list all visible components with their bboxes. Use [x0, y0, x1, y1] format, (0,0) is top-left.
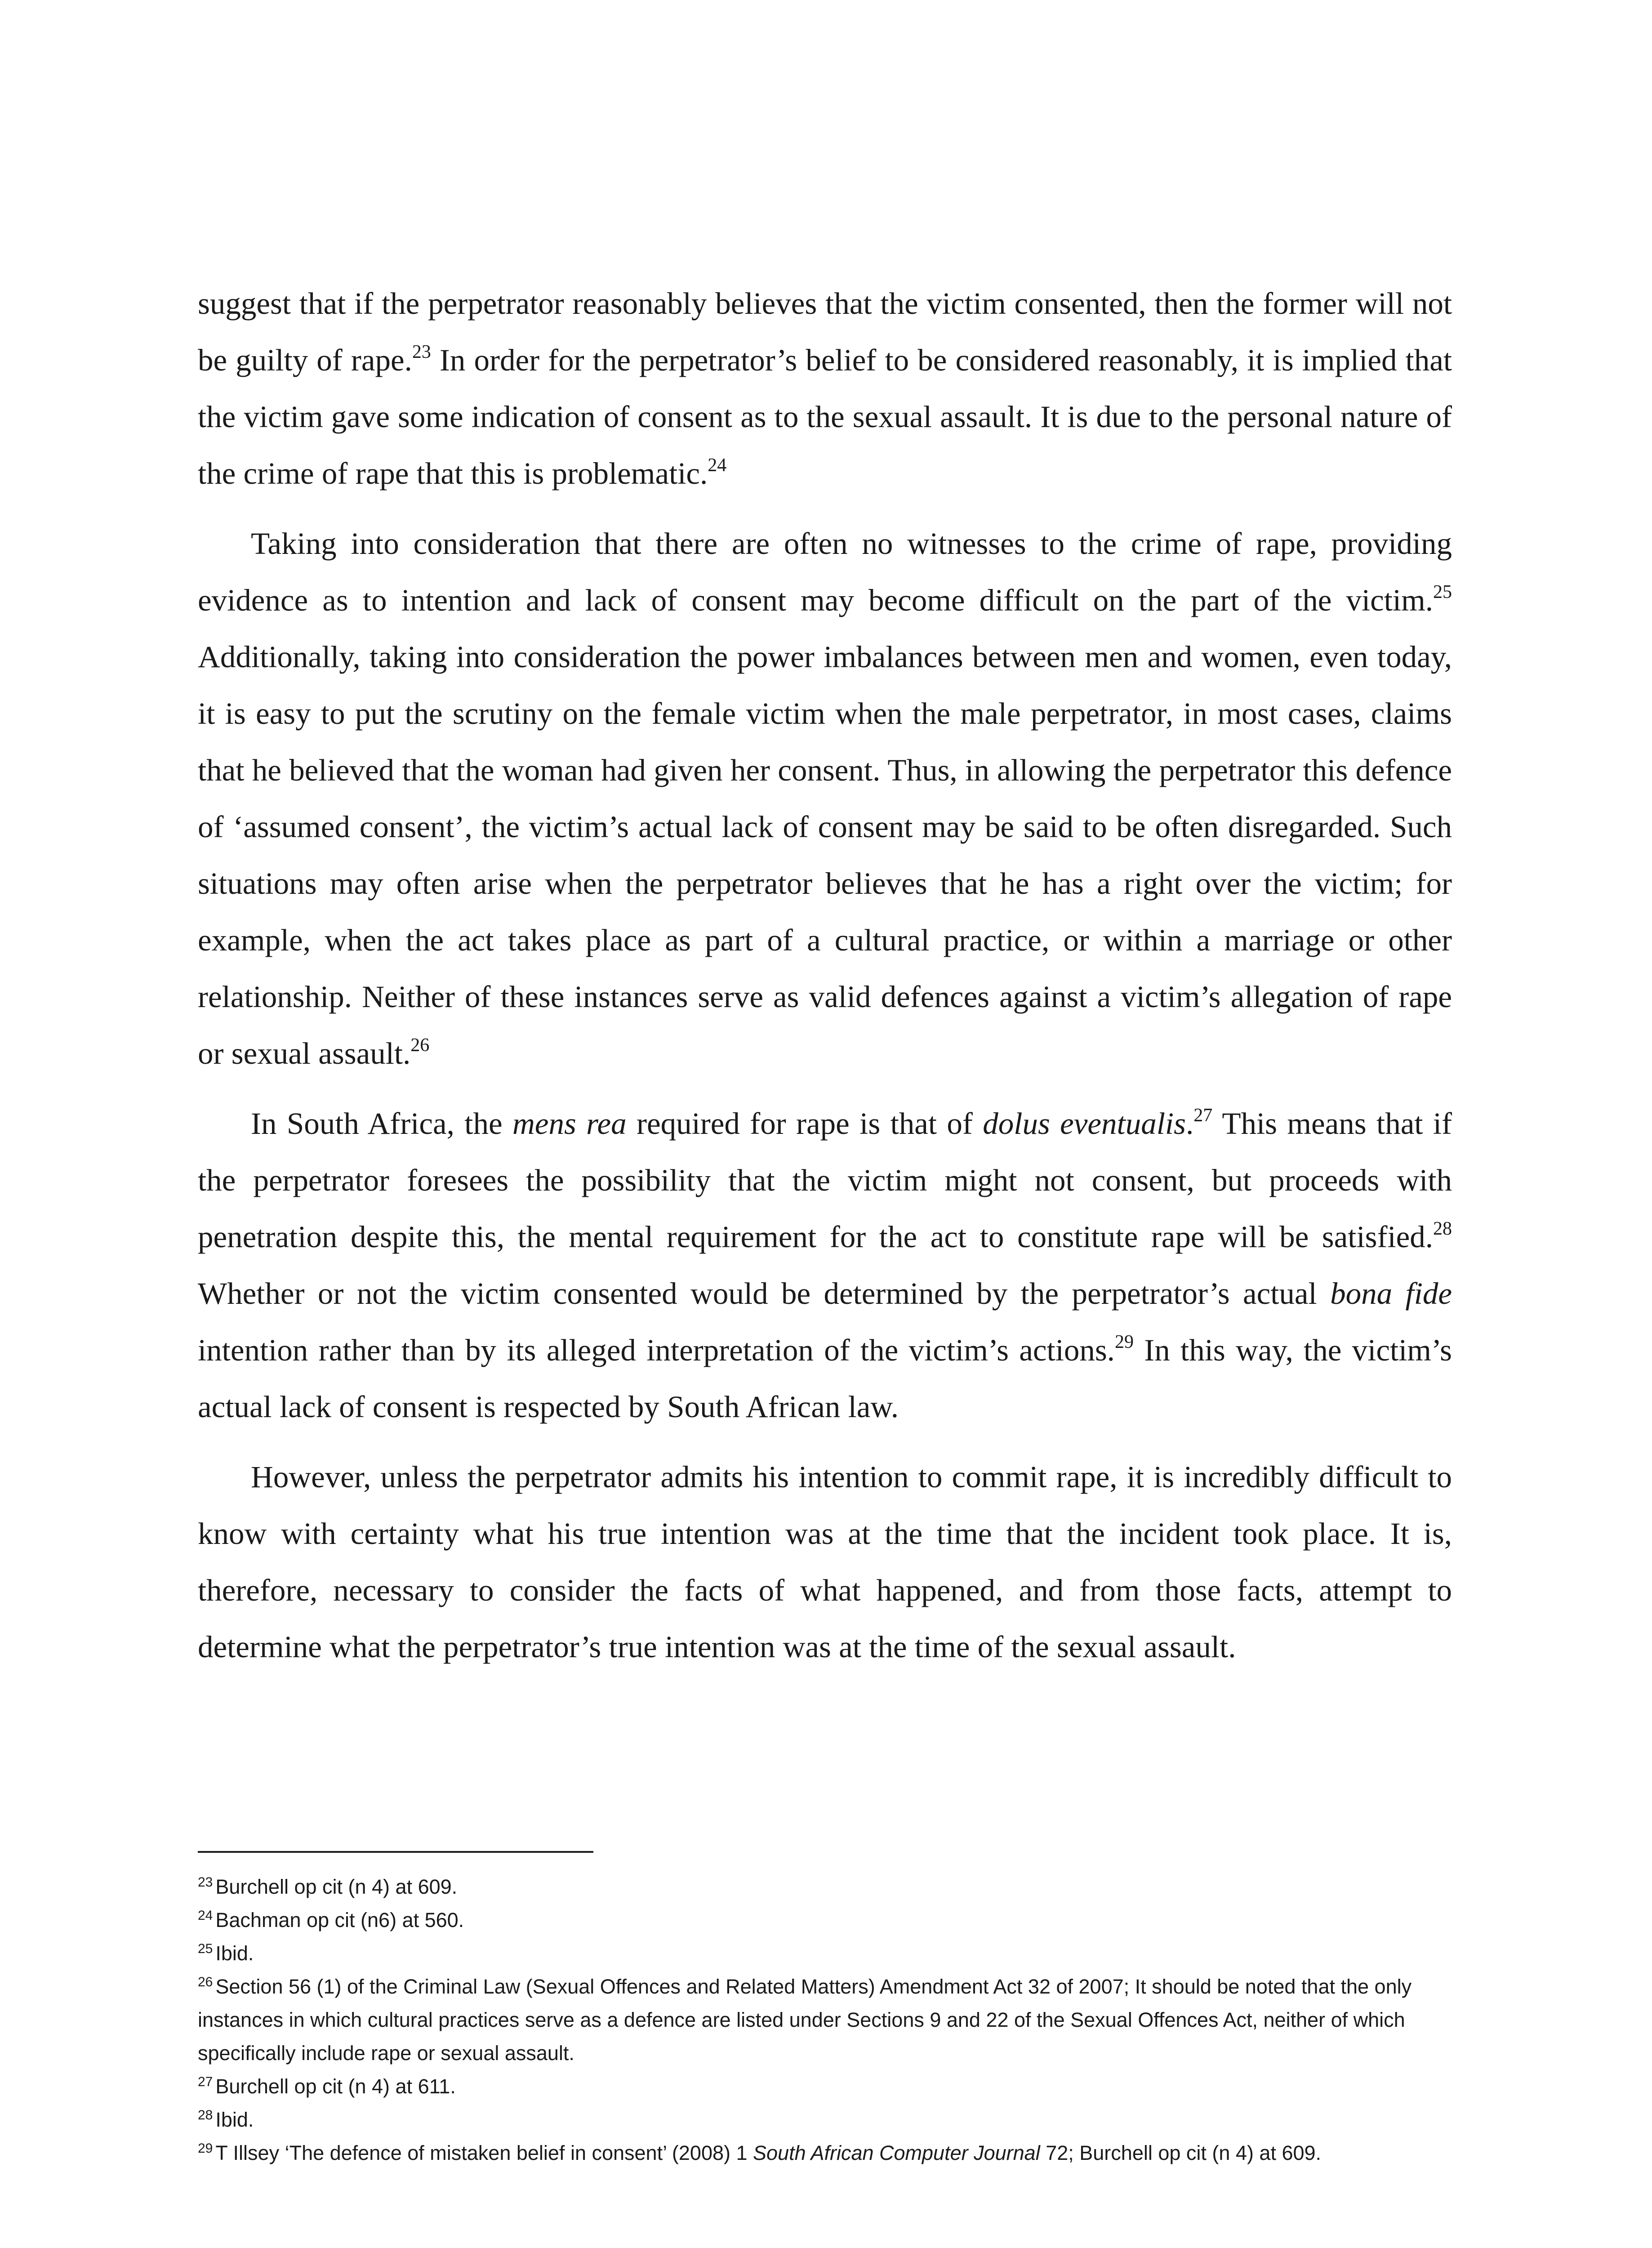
- text-run: 72; Burchell op cit (n 4) at 609.: [1040, 2141, 1322, 2164]
- footnote-marker: 24: [708, 455, 727, 476]
- text-run: Whether or not the victim consented would be determined by the perpetrator’s actual: [198, 1276, 1331, 1311]
- italic-text: mens rea: [512, 1106, 627, 1141]
- footnote: [198, 1970, 1456, 2070]
- footnote: [198, 2103, 1456, 2136]
- footnote-marker: 23: [412, 342, 431, 362]
- footnote-number: 29: [198, 2141, 213, 2156]
- text-run: Section 56 (1) of the Criminal Law (Sexual Offences and Related Matters) Amendment Act 32 of 2007; It should be noted that the only instances in which cultural practices serve as a defence are listed under Sections 9 and 22 of the Sexual Offences Act, neither of which specifically include rape or sexual assault.: [198, 1975, 1412, 2065]
- footnote-marker: 26: [410, 1035, 430, 1056]
- footnote-number: 24: [198, 1908, 213, 1923]
- italic-text: bona fide: [1330, 1276, 1452, 1311]
- text-run: In order for the perpetrator’s belief to be considered reasonably, it is implied that the victim gave some indication of consent as to the sexual assault. It is due to the personal nature of the crime of rape that this is problematic.: [198, 343, 1452, 491]
- text-run: However, unless the perpetrator admits his intention to commit rape, it is incredibly difficult to know with certainty what his true intention was at the time that the incident took place. It is, therefore, necessary to consider the facts of what happened, and from those facts, attempt to determine what the perpetrator’s true intention was at the time of the sexual assault.: [198, 1460, 1452, 1664]
- text-run: intention rather than by its alleged interpretation of the victim’s actions.: [198, 1333, 1115, 1367]
- footnote-number: 26: [198, 1975, 213, 1989]
- text-run: Taking into consideration that there are often no witnesses to the crime of rape, providing evidence as to intention and lack of consent may become difficult on the part of the victim.: [198, 526, 1452, 617]
- text-run: Bachman op cit (n6) at 560.: [215, 1909, 464, 1931]
- footnote: [198, 2136, 1456, 2170]
- paragraph: [198, 1095, 1452, 1435]
- footnote-marker: 27: [1193, 1105, 1213, 1126]
- text-run: Ibid.: [215, 1942, 254, 1965]
- text-run: In South Africa, the: [251, 1106, 512, 1141]
- footnote: [198, 1870, 1456, 1904]
- italic-text: dolus eventualis: [983, 1106, 1186, 1141]
- footnote-number: 25: [198, 1941, 213, 1956]
- body-text: [198, 275, 1452, 1689]
- paragraph: [198, 1449, 1452, 1675]
- footnote-separator: [198, 1851, 593, 1853]
- text-run: required for rape is that of: [626, 1106, 983, 1141]
- footnote: [198, 1937, 1456, 1970]
- text-run: T Illsey ‘The defence of mistaken belief in consent’ (2008) 1: [215, 2141, 753, 2164]
- paragraph: [198, 275, 1452, 502]
- text-run: .: [1185, 1106, 1194, 1141]
- footnote-marker: 28: [1433, 1218, 1452, 1239]
- text-run: Additionally, taking into consideration the power imbalances between men and women, even today, it is easy to put the scrutiny on the female victim when the male perpetrator, in most cases, claims that he believed that the woman had given her consent. Thus, in allowing the perpetrator this defence of ‘assumed consent’, the victim’s actual lack of consent may be said to be often disregarded. Such situations may often arise when the perpetrator believes that he has a right over the victim; for example, when the act takes place as part of a cultural practice, or within a marriage or other relationship. Neither of these instances serve as valid defences against a victim’s allegation of rape or sexual assault.: [198, 640, 1452, 1070]
- footnote: [198, 2070, 1456, 2103]
- text-run: This means that if the perpetrator foresees the possibility that the victim might not consent, but proceeds with penetration despite this, the mental requirement for the act to constitute rape will be satisfied.: [198, 1106, 1452, 1254]
- footnotes: [198, 1870, 1456, 2170]
- text-run: suggest that if the perpetrator reasonably believes that the victim consented, then the former will not be guilty of rape.: [198, 286, 1452, 377]
- paragraph: [198, 515, 1452, 1082]
- footnote-number: 27: [198, 2074, 213, 2089]
- footnote-marker: 25: [1433, 582, 1452, 602]
- footnote-marker: 29: [1114, 1332, 1134, 1352]
- footnote-number: 28: [198, 2108, 213, 2123]
- footnote: [198, 1904, 1456, 1937]
- text-run: Burchell op cit (n 4) at 609.: [215, 1875, 458, 1898]
- text-run: Burchell op cit (n 4) at 611.: [215, 2075, 456, 2098]
- italic-text: South African Computer Journal: [753, 2141, 1040, 2164]
- text-run: Ibid.: [215, 2108, 254, 2131]
- footnote-number: 23: [198, 1875, 213, 1890]
- text-run: In this way, the victim’s actual lack of consent is respected by South African law.: [198, 1333, 1452, 1424]
